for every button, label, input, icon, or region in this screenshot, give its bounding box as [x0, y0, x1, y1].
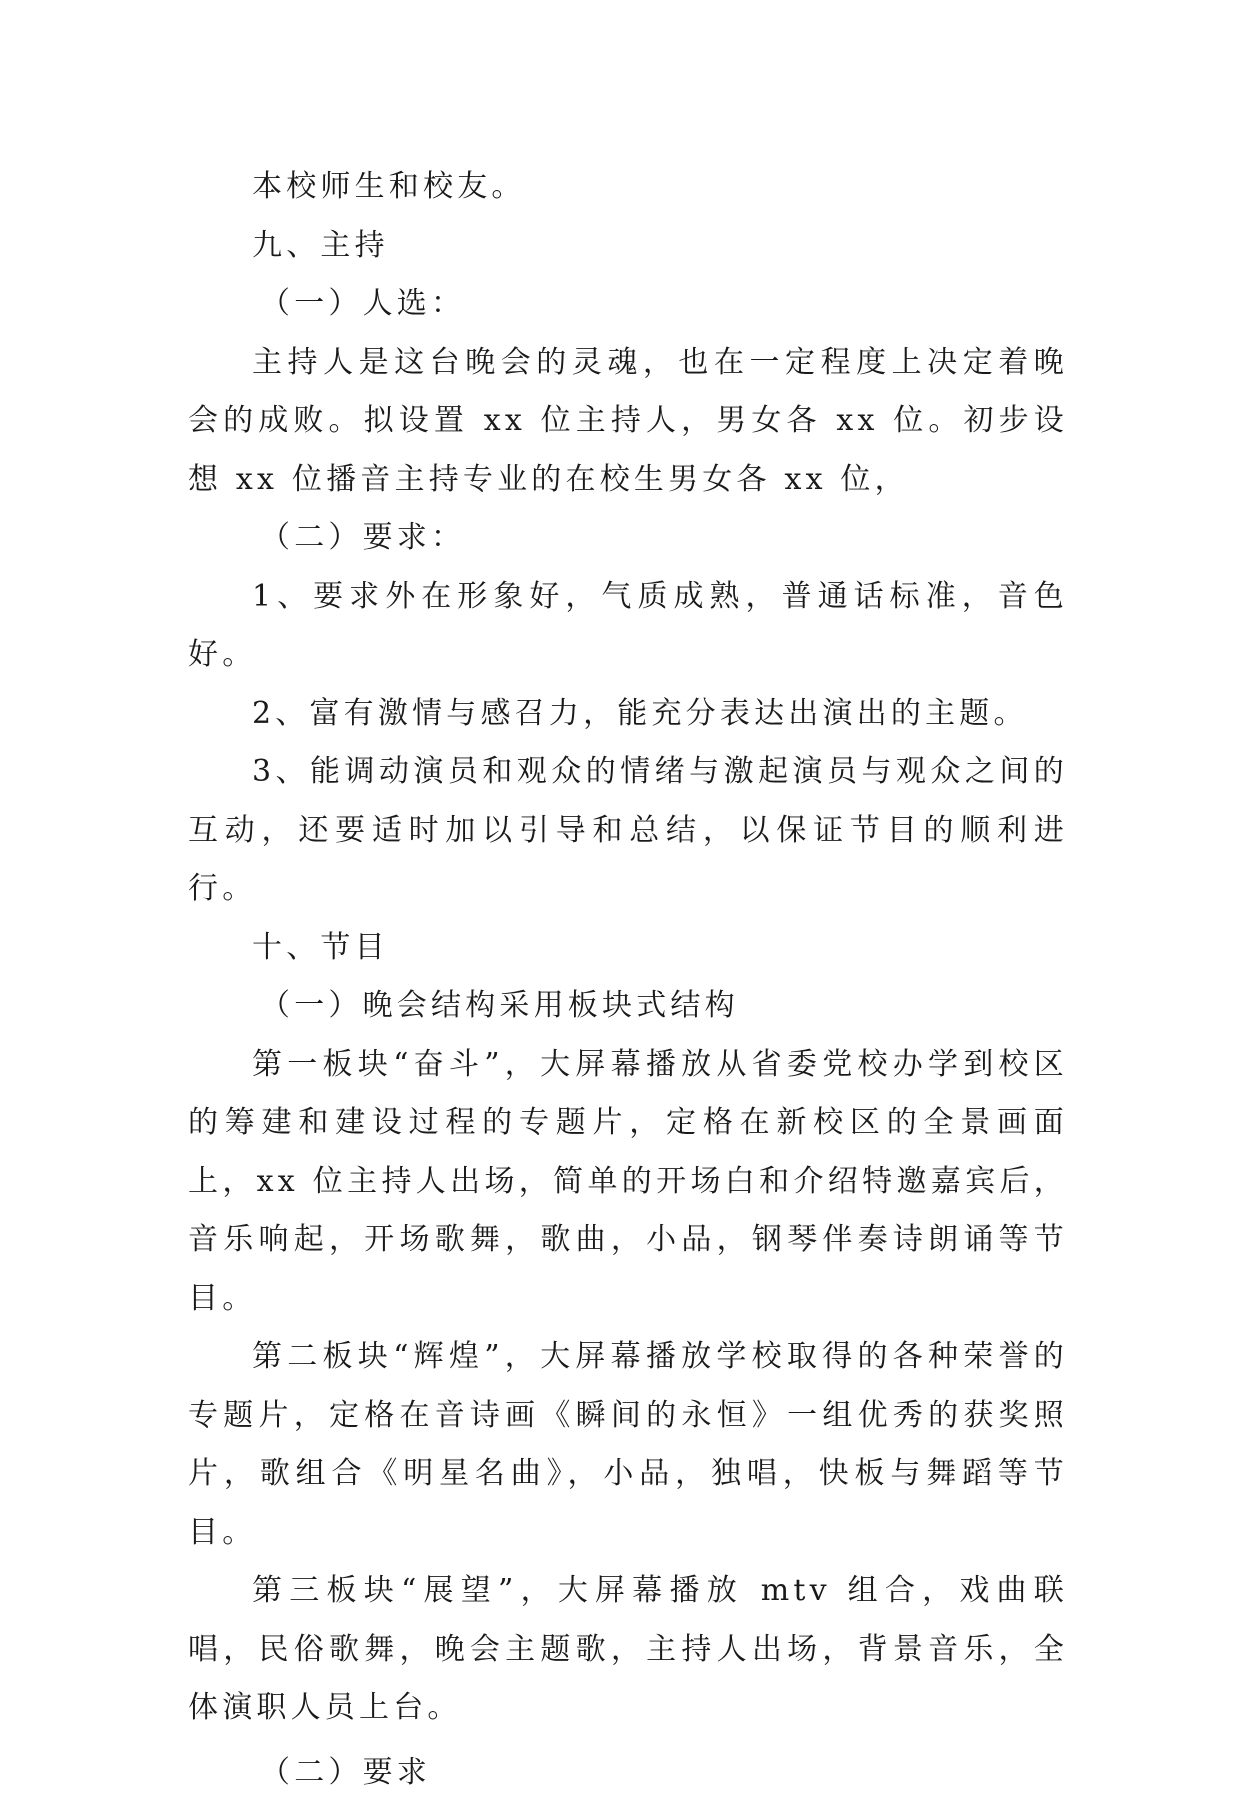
- section-heading-hosting: 九、主持: [188, 217, 1068, 276]
- requirement-item-2: 2、富有激情与感召力，能充分表达出演出的主题。: [188, 685, 1068, 744]
- document-body: [188, 158, 1068, 1802]
- paragraph-block-two: 第二板块“辉煌”，大屏幕播放学校取得的各种荣誉的专题片，定格在音诗画《瞬间的永恒》一组优秀的获奖照片，歌组合《明星名曲》，小品，独唱，快板与舞蹈等节目。: [188, 1328, 1068, 1562]
- paragraph-continuation: 本校师生和校友。: [188, 158, 1068, 217]
- paragraph-block-one: 第一板块“奋斗”，大屏幕播放从省委党校办学到校区的筹建和建设过程的专题片，定格在新校区的全景画面上，xx 位主持人出场，简单的开场白和介绍特邀嘉宾后，音乐响起，开场歌舞，歌曲，小品，钢琴伴奏诗朗诵等节目。: [188, 1036, 1068, 1329]
- paragraph-host-plan: 主持人是这台晚会的灵魂，也在一定程度上决定着晚会的成败。拟设置 xx 位主持人，男女各 xx 位。初步设想 xx 位播音主持专业的在校生男女各 xx 位，: [188, 334, 1068, 510]
- requirement-item-3: 3、能调动演员和观众的情绪与激起演员与观众之间的互动，还要适时加以引导和总结，以保证节目的顺利进行。: [188, 743, 1068, 919]
- requirement-item-1: 1、要求外在形象好，气质成熟，普通话标准，音色好。: [188, 568, 1068, 685]
- subheading-requirements: （二）要求：: [188, 509, 1068, 568]
- section-heading-programs: 十、节目: [188, 919, 1068, 978]
- subheading-candidates: （一）人选：: [188, 275, 1068, 334]
- subheading-program-requirements: （二）要求: [188, 1744, 1068, 1802]
- subheading-structure: （一）晚会结构采用板块式结构: [188, 977, 1068, 1036]
- paragraph-block-three: 第三板块“展望”，大屏幕播放 mtv 组合，戏曲联唱，民俗歌舞，晚会主题歌，主持人出场，背景音乐，全体演职人员上台。: [188, 1562, 1068, 1738]
